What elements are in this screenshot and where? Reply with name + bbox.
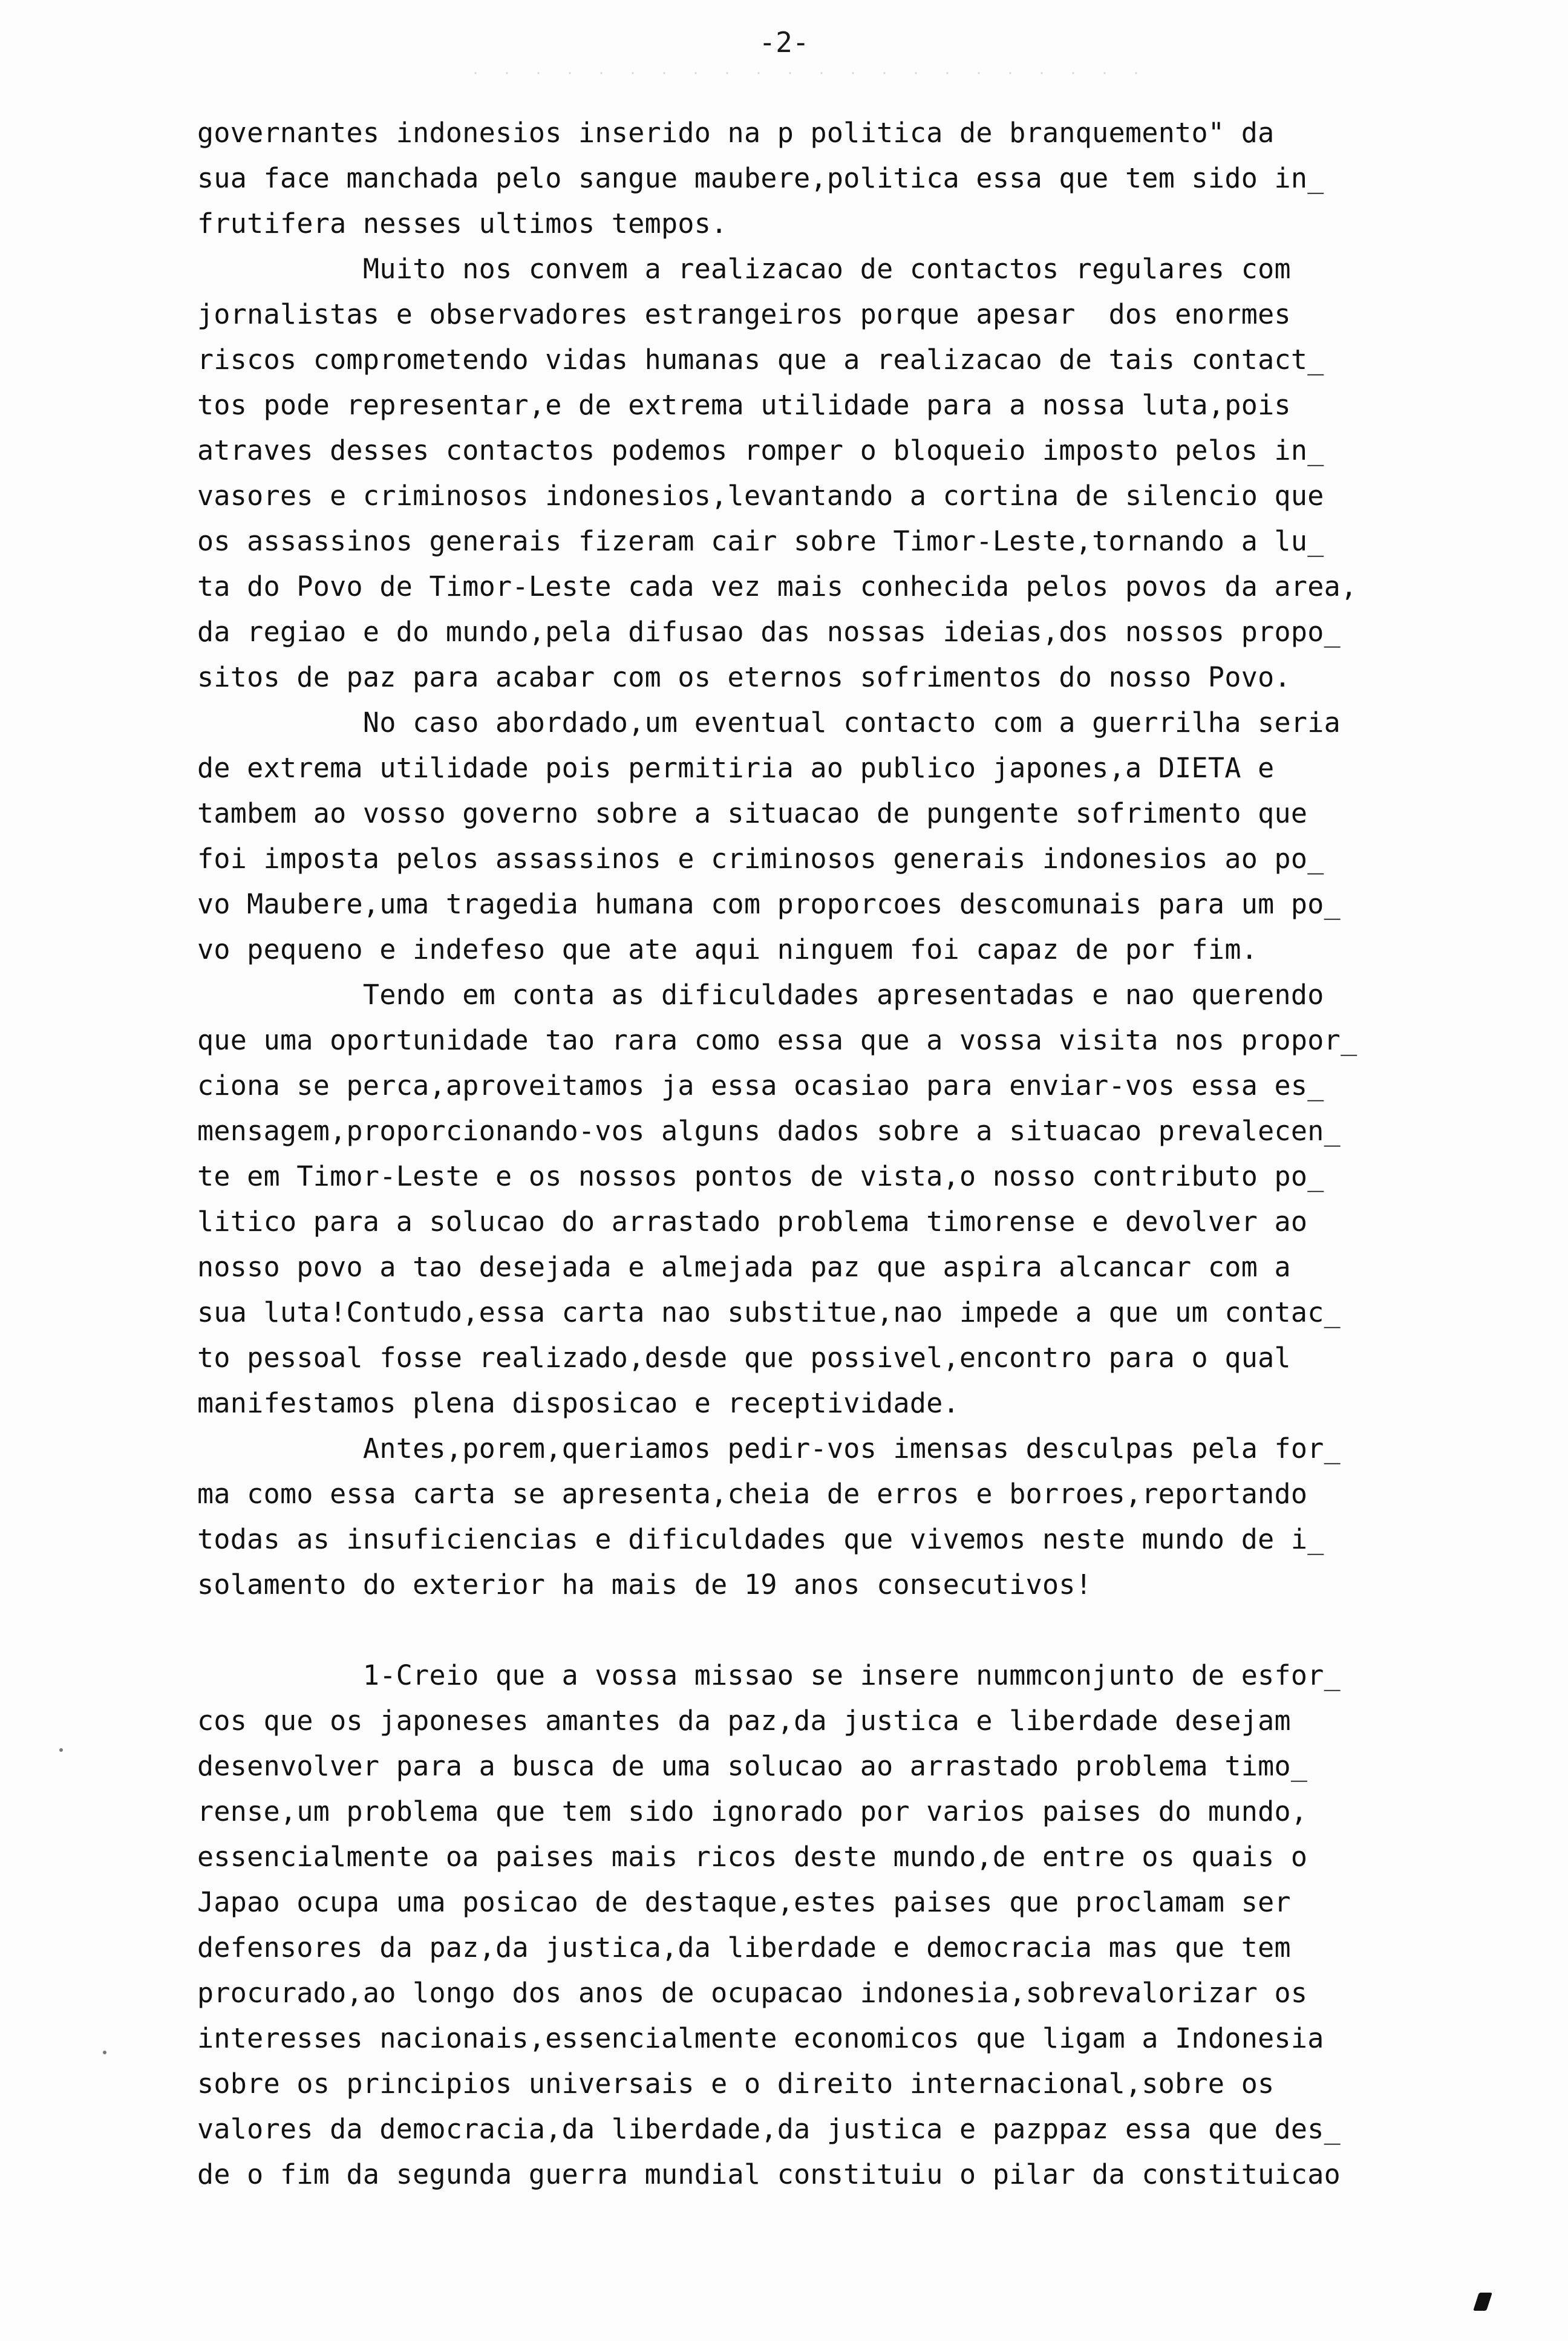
- text-line: rense,um problema que tem sido ignorado por varios paises do mundo,: [197, 1795, 1308, 1827]
- text-line: to pessoal fosse realizado,desde que possivel,encontro para o qual: [197, 1342, 1291, 1374]
- blank-line: [197, 1607, 1492, 1653]
- text-line: jornalistas e observadores estrangeiros porque apesar dos enormes: [197, 298, 1291, 330]
- text-line: vo pequeno e indefeso que ate aqui ninguem foi capaz de por fim.: [197, 933, 1258, 965]
- page-number: -2-: [759, 26, 809, 59]
- text-line: ma como essa carta se apresenta,cheia de erros e borroes,reportando: [197, 1478, 1308, 1510]
- text-line: te em Timor-Leste e os nossos pontos de vista,o nosso contributo po_: [197, 1160, 1324, 1192]
- text-line: tambem ao vosso governo sobre a situacao de pungente sofrimento que: [197, 797, 1308, 829]
- text-line: ciona se perca,aproveitamos ja essa ocasiao para enviar-vos essa es_: [197, 1069, 1324, 1102]
- text-line: todas as insuficiencias e dificuldades que vivemos neste mundo de i_: [197, 1523, 1324, 1555]
- text-line: de o fim da segunda guerra mundial constituiu o pilar da constituicao: [197, 2158, 1341, 2190]
- text-line: frutifera nesses ultimos tempos.: [197, 207, 728, 240]
- text-line: procurado,ao longo dos anos de ocupacao indonesia,sobrevalorizar os: [197, 1977, 1308, 2009]
- text-line: vasores e criminosos indonesios,levantando a cortina de silencio que: [197, 480, 1324, 512]
- margin-speck: [59, 1748, 63, 1752]
- letter-body: [197, 110, 1492, 2197]
- text-line: Tendo em conta as dificuldades apresentadas e nao querendo: [197, 979, 1324, 1011]
- text-line: defensores da paz,da justica,da liberdade e democracia mas que tem: [197, 1931, 1291, 1964]
- text-line: atraves desses contactos podemos romper o bloqueio imposto pelos in_: [197, 434, 1324, 466]
- text-line: valores da democracia,da liberdade,da justica e pazppaz essa que des_: [197, 2113, 1341, 2145]
- text-line: que uma oportunidade tao rara como essa que a vossa visita nos propor_: [197, 1024, 1357, 1056]
- text-line: sitos de paz para acabar com os eternos sofrimentos do nosso Povo.: [197, 661, 1291, 693]
- text-line: de extrema utilidade pois permitiria ao publico japones,a DIETA e: [197, 752, 1275, 784]
- margin-speck: [103, 2051, 106, 2054]
- text-line: Japao ocupa uma posicao de destaque,estes paises que proclamam ser: [197, 1886, 1291, 1918]
- text-line: sua face manchada pelo sangue maubere,politica essa que tem sido in_: [197, 162, 1324, 194]
- text-line: mensagem,proporcionando-vos alguns dados sobre a situacao prevalecen_: [197, 1115, 1341, 1147]
- text-line: foi imposta pelos assassinos e criminosos generais indonesios ao po_: [197, 843, 1324, 875]
- text-line: No caso abordado,um eventual contacto com a guerrilha seria: [197, 707, 1341, 739]
- text-line: essencialmente oa paises mais ricos deste mundo,de entre os quais o: [197, 1841, 1308, 1873]
- text-line: nosso povo a tao desejada e almejada paz que aspira alcancar com a: [197, 1251, 1291, 1283]
- text-line: 1-Creio que a vossa missao se insere nummconjunto de esfor_: [197, 1659, 1341, 1691]
- text-line: solamento do exterior ha mais de 19 anos consecutivos!: [197, 1569, 1093, 1601]
- text-line: desenvolver para a busca de uma solucao ao arrastado problema timo_: [197, 1750, 1308, 1782]
- text-line: sobre os principios universais e o direito internacional,sobre os: [197, 2068, 1275, 2100]
- text-line: ta do Povo de Timor-Leste cada vez mais conhecida pelos povos da area,: [197, 570, 1357, 602]
- ink-mark: [1473, 2293, 1492, 2311]
- text-line: sua luta!Contudo,essa carta nao substitue,nao impede a que um contac_: [197, 1296, 1341, 1328]
- text-line: vo Maubere,uma tragedia humana com proporcoes descomunais para um po_: [197, 888, 1341, 920]
- text-line: litico para a solucao do arrastado problema timorense e devolver ao: [197, 1206, 1308, 1238]
- scan-noise: [460, 71, 1149, 75]
- text-line: riscos comprometendo vidas humanas que a realizacao de tais contact_: [197, 344, 1324, 376]
- text-line: tos pode representar,e de extrema utilidade para a nossa luta,pois: [197, 389, 1291, 421]
- text-line: manifestamos plena disposicao e receptividade.: [197, 1387, 960, 1419]
- text-line: interesses nacionais,essencialmente economicos que ligam a Indonesia: [197, 2022, 1324, 2054]
- text-line: governantes indonesios inserido na p politica de branquemento" da: [197, 117, 1275, 149]
- text-line: Antes,porem,queriamos pedir-vos imensas desculpas pela for_: [197, 1432, 1341, 1464]
- text-line: Muito nos convem a realizacao de contactos regulares com: [197, 253, 1291, 285]
- text-line: os assassinos generais fizeram cair sobre Timor-Leste,tornando a lu_: [197, 525, 1324, 557]
- text-line: da regiao e do mundo,pela difusao das nossas ideias,dos nossos propo_: [197, 616, 1341, 648]
- text-line: cos que os japoneses amantes da paz,da justica e liberdade desejam: [197, 1705, 1291, 1737]
